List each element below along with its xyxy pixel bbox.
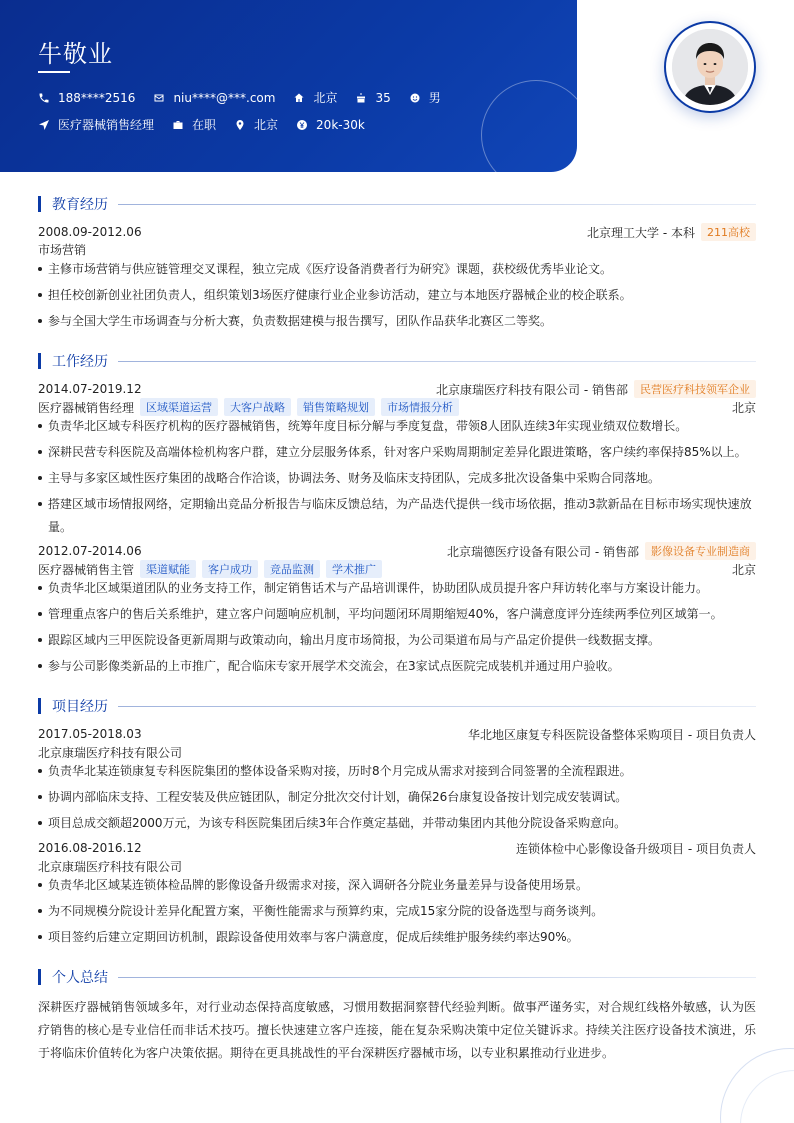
salary-text: 20k-30k bbox=[316, 117, 365, 132]
project-bullet: 协调内部临床支持、工程安装及供应链团队，制定分批次交付计划，确保26台康复设备按计划完成安装调试。 bbox=[38, 786, 756, 809]
skill-tag: 大客户战略 bbox=[224, 398, 291, 416]
hometown-text: 北京 bbox=[313, 91, 338, 105]
briefcase-icon bbox=[172, 119, 184, 131]
salary-item bbox=[296, 118, 365, 132]
profile-photo-frame bbox=[664, 21, 756, 113]
section-title-summary bbox=[38, 968, 756, 986]
status-text: 在职 bbox=[192, 118, 217, 132]
education-school: 北京理工大学 - 本科 bbox=[587, 225, 695, 240]
education-bullet: 担任校创新创业社团负责人，组织策划3场医疗健康行业企业参访活动，建立与本地医疗器械企业的校企联系。 bbox=[38, 284, 756, 307]
project-org: 北京康瑞医疗科技有限公司 bbox=[38, 859, 183, 874]
section-divider bbox=[118, 361, 756, 362]
project-bullet: 项目签约后建立定期回访机制，跟踪设备使用效率与客户满意度，促成后续维护服务续约率达90%。 bbox=[38, 926, 756, 949]
candidate-name: 牛敬业 bbox=[38, 40, 113, 68]
work-bullet: 搭建区域市场情报网络，定期输出竞品分析报告与临床反馈总结，为产品迭代提供一线市场依据，推动3款新品在目标市场实现快速放量。 bbox=[38, 493, 756, 539]
phone-icon bbox=[38, 92, 50, 104]
skill-tag: 学术推广 bbox=[326, 560, 382, 578]
summary-text: 深耕医疗器械销售领域多年，对行业动态保持高度敏感，习惯用数据洞察替代经验判断。做事严谨务实，对合规红线格外敏感，认为医疗销售的核心是专业信任而非话术技巧。擅长快速建立客户连接，能在复杂采购决策中定位关键诉求。持续关注医疗设备技术演进，乐于将临床价值转化为客户决策依据。期待在更具挑战性的平台深耕医疗器械市场，以专业积累推动行业进步。 bbox=[38, 1000, 756, 1060]
work-bullet: 跟踪区域内三甲医院设备更新周期与政策动向，输出月度市场简报，为公司渠道布局与产品定价提供一线数据支撑。 bbox=[38, 629, 756, 652]
section-bar bbox=[38, 969, 41, 985]
salary-icon bbox=[296, 119, 308, 131]
work-title-row bbox=[38, 398, 756, 416]
project-header-row bbox=[38, 839, 756, 857]
project-bullet: 负责华北区域某连锁体检品牌的影像设备升级需求对接，深入调研各分院业务量差异与设备使用场景。 bbox=[38, 874, 756, 897]
work-header-row bbox=[38, 542, 756, 560]
section-title-text: 项目经历 bbox=[52, 699, 108, 715]
email-text: niu****@***.com bbox=[173, 90, 276, 105]
education-major: 市场营销 bbox=[38, 242, 87, 257]
work-bullet: 负责华北区域专科医疗机构的医疗器械销售，统筹年度目标分解与季度复盘，带领8人团队连续3年实现业绩双位数增长。 bbox=[38, 415, 756, 438]
work-company: 北京康瑞医疗科技有限公司 - 销售部 bbox=[436, 382, 628, 397]
section-divider bbox=[118, 706, 756, 707]
project-name: 连锁体检中心影像设备升级项目 - 项目负责人 bbox=[516, 841, 756, 856]
section-title-work bbox=[38, 352, 756, 370]
header-banner bbox=[0, 0, 577, 172]
section-title-text: 个人总结 bbox=[52, 970, 108, 986]
gender-icon bbox=[409, 92, 421, 104]
skill-tag: 区域渠道运营 bbox=[140, 398, 218, 416]
status-item bbox=[172, 116, 216, 133]
project-period: 2017.05-2018.03 bbox=[38, 727, 142, 741]
work-header-row bbox=[38, 380, 756, 398]
gender-text: 男 bbox=[428, 91, 441, 105]
contact-row bbox=[38, 89, 459, 106]
project-header-row bbox=[38, 725, 756, 743]
work-city-text: 北京 bbox=[254, 118, 279, 132]
work-company: 北京瑞德医疗设备有限公司 - 销售部 bbox=[447, 544, 639, 559]
mail-icon bbox=[153, 92, 165, 104]
section-bar bbox=[38, 353, 41, 369]
location-pin-icon bbox=[234, 119, 246, 131]
work-title: 医疗器械销售主管 bbox=[38, 562, 135, 577]
project-bullet: 负责华北某连锁康复专科医院集团的整体设备采购对接，历时8个月完成从需求对接到合同签署的全流程跟进。 bbox=[38, 760, 756, 783]
work-period: 2014.07-2019.12 bbox=[38, 382, 142, 396]
section-title-text: 教育经历 bbox=[52, 197, 108, 213]
phone-item bbox=[38, 91, 135, 105]
project-org: 北京康瑞医疗科技有限公司 bbox=[38, 745, 183, 760]
target-position-text: 医疗器械销售经理 bbox=[58, 118, 155, 132]
project-org-row bbox=[38, 857, 756, 875]
phone-text: 188****2516 bbox=[58, 90, 136, 105]
skill-tag: 渠道赋能 bbox=[140, 560, 196, 578]
education-period: 2008.09-2012.06 bbox=[38, 225, 142, 239]
work-bullet: 主导与多家区域性医疗集团的战略合作洽谈，协调法务、财务及临床支持团队，完成多批次设备集中采购合同落地。 bbox=[38, 467, 756, 490]
section-bar bbox=[38, 196, 41, 212]
company-badge: 影像设备专业制造商 bbox=[645, 542, 756, 560]
work-city: 北京 bbox=[731, 562, 756, 577]
age-item bbox=[355, 91, 390, 105]
job-row bbox=[38, 116, 383, 133]
cake-icon bbox=[355, 92, 367, 104]
skill-tag: 销售策略规划 bbox=[297, 398, 375, 416]
work-bullet: 参与公司影像类新品的上市推广，配合临床专家开展学术交流会，在3家试点医院完成装机并通过用户验收。 bbox=[38, 655, 756, 678]
section-title-education bbox=[38, 195, 756, 213]
work-period: 2012.07-2014.06 bbox=[38, 544, 142, 558]
education-header-row bbox=[38, 223, 756, 241]
section-title-project bbox=[38, 697, 756, 715]
name-underline bbox=[38, 71, 70, 73]
skill-tag: 市场情报分析 bbox=[381, 398, 459, 416]
target-position-item bbox=[38, 116, 154, 133]
education-major-row bbox=[38, 240, 756, 258]
skill-tag: 竞品监测 bbox=[264, 560, 320, 578]
project-bullet: 项目总成交额超2000万元，为该专科医院集团后续3年合作奠定基础，并带动集团内其他分院设备采购意向。 bbox=[38, 812, 756, 835]
skill-tag: 客户成功 bbox=[202, 560, 258, 578]
school-badge: 211高校 bbox=[701, 223, 756, 241]
age-text: 35 bbox=[375, 90, 391, 105]
email-item bbox=[153, 91, 275, 105]
send-icon bbox=[38, 119, 50, 131]
project-bullet: 为不同规模分院设计差异化配置方案，平衡性能需求与预算约束，完成15家分院的设备选型与商务谈判。 bbox=[38, 900, 756, 923]
section-bar bbox=[38, 698, 41, 714]
section-divider bbox=[118, 204, 756, 205]
profile-photo bbox=[672, 29, 748, 105]
work-city-item bbox=[234, 116, 278, 133]
education-bullet: 参与全国大学生市场调查与分析大赛，负责数据建模与报告撰写，团队作品获华北赛区二等奖。 bbox=[38, 310, 756, 333]
section-divider bbox=[118, 977, 756, 978]
education-bullet: 主修市场营销与供应链管理交叉课程，独立完成《医疗设备消费者行为研究》课题，获校级优秀毕业论文。 bbox=[38, 258, 756, 281]
gender-item bbox=[409, 89, 441, 106]
home-icon bbox=[293, 92, 305, 104]
decorative-circle bbox=[481, 80, 577, 172]
work-bullet: 管理重点客户的售后关系维护，建立客户问题响应机制，平均问题闭环周期缩短40%，客户满意度评分连续两季位列区域第一。 bbox=[38, 603, 756, 626]
project-name: 华北地区康复专科医院设备整体采购项目 - 项目负责人 bbox=[468, 727, 756, 742]
hometown-item bbox=[293, 89, 337, 106]
work-title: 医疗器械销售经理 bbox=[38, 400, 135, 415]
work-city: 北京 bbox=[731, 400, 756, 415]
project-org-row bbox=[38, 743, 756, 761]
work-title-row bbox=[38, 560, 756, 578]
project-period: 2016.08-2016.12 bbox=[38, 841, 142, 855]
company-badge: 民营医疗科技领军企业 bbox=[634, 380, 756, 398]
section-title-text: 工作经历 bbox=[52, 354, 108, 370]
work-bullet: 负责华北区域渠道团队的业务支持工作，制定销售话术与产品培训课件，协助团队成员提升客户拜访转化率与方案设计能力。 bbox=[38, 577, 756, 600]
work-bullet: 深耕民营专科医院及高端体检机构客户群，建立分层服务体系，针对客户采购周期制定差异化跟进策略，客户续约率保持85%以上。 bbox=[38, 441, 756, 464]
